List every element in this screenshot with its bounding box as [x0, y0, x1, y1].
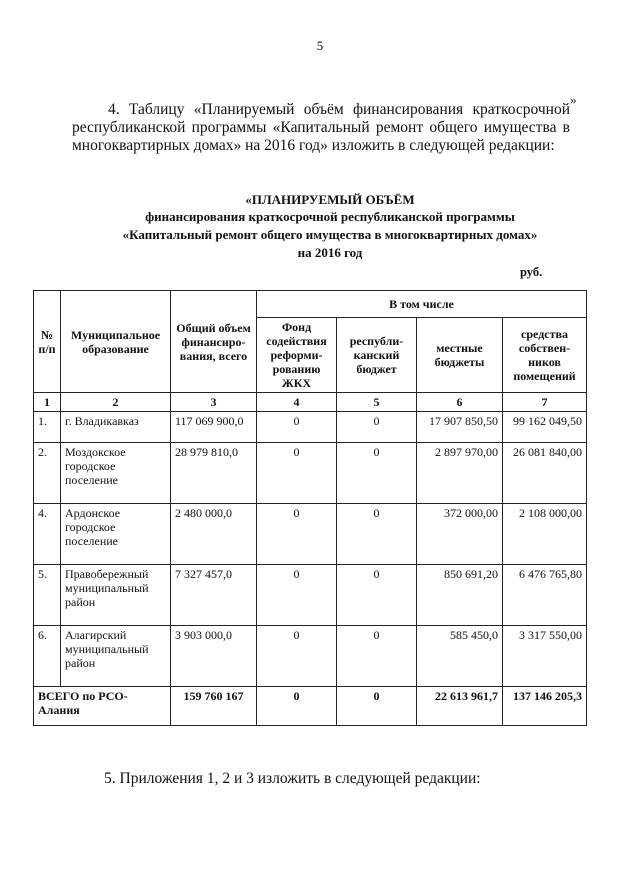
local-cell: 2 897 970,00	[417, 443, 503, 504]
republic-cell: 0	[337, 443, 417, 504]
table-row	[34, 504, 587, 565]
fund-cell: 0	[257, 412, 337, 443]
local-cell: 585 450,0	[417, 626, 503, 687]
column-number: 2	[61, 393, 171, 412]
header-total: Общий объем финансиро-вания, всего	[171, 291, 257, 393]
row-number: 4.	[34, 504, 61, 565]
table-title-line-4: на 2016 год	[297, 245, 363, 260]
paragraph-4: 4. Таблицу «Планируемый объём финансирования краткосрочной республиканской программы «Капитальный ремонт общего имущества в многоквартирных домах» на 2016 год» изложить в следующей редакции:	[72, 101, 570, 154]
municipality-cell: Моздокское городское поселение	[61, 443, 171, 504]
total-cell: 2 480 000,0	[171, 504, 257, 565]
header-local: местные бюджеты	[417, 318, 503, 393]
column-number: 4	[257, 393, 337, 412]
header-including: В том числе	[257, 291, 587, 318]
owners-total-cell: 137 146 205,3	[503, 687, 587, 726]
total-label: ВСЕГО по РСО-Алания	[34, 687, 171, 726]
header-owners: средства собствен-ников помещений	[503, 318, 587, 393]
owners-cell: 26 081 840,00	[503, 443, 587, 504]
total-cell: 7 327 457,0	[171, 565, 257, 626]
header-row-1	[34, 291, 587, 318]
table-row	[34, 565, 587, 626]
local-cell: 17 907 850,50	[417, 412, 503, 443]
total-cell: 117 069 900,0	[171, 412, 257, 443]
republic-cell: 0	[337, 504, 417, 565]
table-title-line-2: финансирования краткосрочной республиканской программы	[145, 209, 515, 224]
column-number: 5	[337, 393, 417, 412]
header-fund: Фонд содействия реформи-рованию ЖКХ	[257, 318, 337, 393]
table-row	[34, 443, 587, 504]
header-municipality: Муниципальное образование	[61, 291, 171, 393]
owners-cell: 3 317 550,00	[503, 626, 587, 687]
fund-total-cell: 0	[257, 687, 337, 726]
header-no: № п/п	[34, 291, 61, 393]
fund-cell: 0	[257, 443, 337, 504]
paragraph-5: 5. Приложения 1, 2 и 3 изложить в следующей редакции:	[104, 770, 481, 787]
local-cell: 850 691,20	[417, 565, 503, 626]
row-number: 5.	[34, 565, 61, 626]
header-republic: республи-канский бюджет	[337, 318, 417, 393]
municipality-cell: г. Владикавказ	[61, 412, 171, 443]
municipality-cell: Алагирский муниципальный район	[61, 626, 171, 687]
column-number: 6	[417, 393, 503, 412]
row-number: 6.	[34, 626, 61, 687]
republic-cell: 0	[337, 412, 417, 443]
republic-total-cell: 0	[337, 687, 417, 726]
closing-quote-mark: »	[570, 92, 577, 107]
republic-cell: 0	[337, 626, 417, 687]
owners-cell: 2 108 000,00	[503, 504, 587, 565]
page-number: 5	[316, 38, 324, 53]
row-number: 1.	[34, 412, 61, 443]
republic-cell: 0	[337, 565, 417, 626]
total-row	[34, 687, 587, 726]
municipality-cell: Правобережный муниципальный район	[61, 565, 171, 626]
local-total-cell: 22 613 961,7	[417, 687, 503, 726]
fund-cell: 0	[257, 504, 337, 565]
fund-cell: 0	[257, 565, 337, 626]
total-cell: 3 903 000,0	[171, 626, 257, 687]
column-numbers-row	[34, 393, 587, 412]
table-title-line-3: «Капитальный ремонт общего имущества в многоквартирных домах»	[122, 227, 538, 242]
owners-cell: 6 476 765,80	[503, 565, 587, 626]
table-title-line-1: «ПЛАНИРУЕМЫЙ ОБЪЁМ	[245, 192, 415, 207]
grand-total-cell: 159 760 167	[171, 687, 257, 726]
row-number: 2.	[34, 443, 61, 504]
currency-unit: руб.	[520, 265, 543, 279]
column-number: 1	[34, 393, 61, 412]
municipality-cell: Ардонское городское поселение	[61, 504, 171, 565]
fund-cell: 0	[257, 626, 337, 687]
total-cell: 28 979 810,0	[171, 443, 257, 504]
financing-table	[33, 290, 587, 726]
local-cell: 372 000,00	[417, 504, 503, 565]
column-number: 3	[171, 393, 257, 412]
table-row	[34, 412, 587, 443]
table-row	[34, 626, 587, 687]
column-number: 7	[503, 393, 587, 412]
owners-cell: 99 162 049,50	[503, 412, 587, 443]
